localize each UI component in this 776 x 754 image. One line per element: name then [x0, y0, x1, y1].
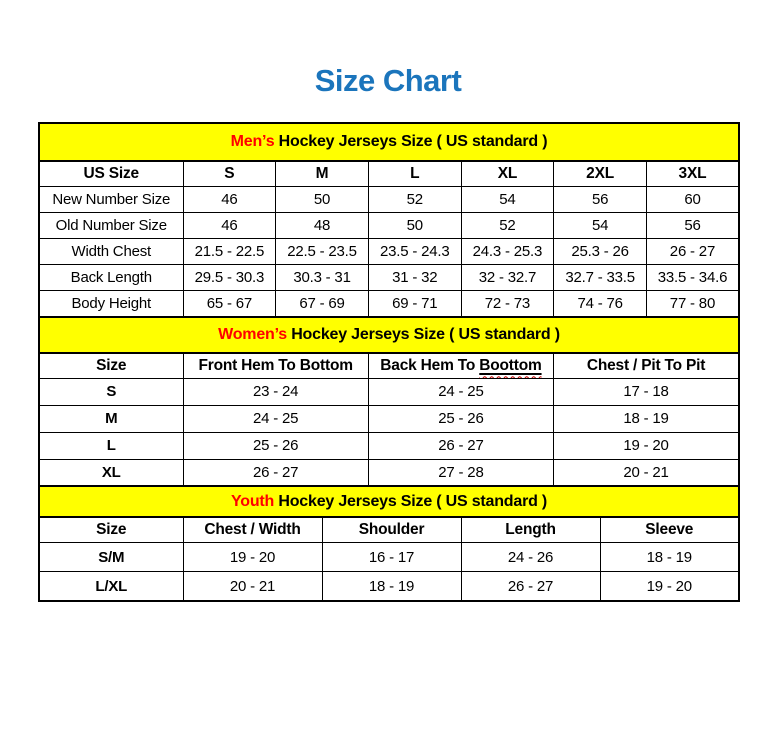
womens-size-table [38, 316, 740, 488]
cell-value: 32 - 32.7 [461, 265, 554, 291]
cell-value: 46 [183, 213, 276, 239]
back-hem-misspelled-word: Boottom [479, 356, 542, 374]
column-header-sleeve: Sleeve [600, 517, 739, 543]
mens-band-highlight: Men’s [230, 133, 275, 150]
cell-value: 26 - 27 [368, 432, 553, 459]
cell-value: 23 - 24 [183, 378, 368, 405]
table-row [39, 239, 739, 265]
cell-value: 46 [183, 187, 276, 213]
cell-value: 48 [276, 213, 369, 239]
cell-value: 26 - 27 [183, 459, 368, 487]
youth-size-table [38, 485, 740, 602]
cell-value: 25 - 26 [368, 405, 553, 432]
mens-section-band [39, 123, 739, 161]
column-header-shoulder: Shoulder [322, 517, 461, 543]
cell-value: 77 - 80 [646, 291, 739, 318]
cell-value: 32.7 - 33.5 [554, 265, 647, 291]
column-header-3xl: 3XL [646, 161, 739, 187]
cell-value: 54 [554, 213, 647, 239]
cell-value: 65 - 67 [183, 291, 276, 318]
cell-value: 67 - 69 [276, 291, 369, 318]
column-header-size: Size [39, 353, 183, 379]
cell-value: 18 - 19 [322, 572, 461, 602]
cell-value: 24.3 - 25.3 [461, 239, 554, 265]
table-row [39, 459, 739, 487]
womens-section-band [39, 317, 739, 353]
table-row [39, 265, 739, 291]
row-label: M [39, 405, 183, 432]
cell-value: 22.5 - 23.5 [276, 239, 369, 265]
cell-value: 24 - 25 [368, 378, 553, 405]
table-row [39, 378, 739, 405]
cell-value: 27 - 28 [368, 459, 553, 487]
cell-value: 20 - 21 [183, 572, 322, 602]
column-header-front-hem: Front Hem To Bottom [183, 353, 368, 379]
column-header-size: Size [39, 517, 183, 543]
table-row [39, 572, 739, 602]
column-header-chest: Chest / Pit To Pit [554, 353, 739, 379]
table-row [39, 213, 739, 239]
cell-value: 31 - 32 [368, 265, 461, 291]
column-header-l: L [368, 161, 461, 187]
row-label: Width Chest [39, 239, 183, 265]
column-header-chest-width: Chest / Width [183, 517, 322, 543]
table-row [39, 187, 739, 213]
youth-section-band [39, 486, 739, 517]
column-header-s: S [183, 161, 276, 187]
back-hem-prefix: Back Hem To [380, 356, 480, 374]
page-title: Size Chart [314, 63, 462, 98]
cell-value: 19 - 20 [600, 572, 739, 602]
table-row [39, 432, 739, 459]
row-label: Back Length [39, 265, 183, 291]
cell-value: 20 - 21 [554, 459, 739, 487]
cell-value: 25.3 - 26 [554, 239, 647, 265]
cell-value: 33.5 - 34.6 [646, 265, 739, 291]
table-row [39, 405, 739, 432]
mens-header-row [39, 161, 739, 187]
cell-value: 56 [646, 213, 739, 239]
cell-value: 30.3 - 31 [276, 265, 369, 291]
row-label: Body Height [39, 291, 183, 318]
cell-value: 18 - 19 [600, 543, 739, 572]
column-header-2xl: 2XL [554, 161, 647, 187]
cell-value: 19 - 20 [554, 432, 739, 459]
cell-value: 24 - 26 [461, 543, 600, 572]
cell-value: 29.5 - 30.3 [183, 265, 276, 291]
size-chart [38, 122, 738, 602]
cell-value: 17 - 18 [554, 378, 739, 405]
cell-value: 21.5 - 22.5 [183, 239, 276, 265]
table-row [39, 543, 739, 572]
column-header-xl: XL [461, 161, 554, 187]
row-label: L/XL [39, 572, 183, 602]
mens-band-rest: Hockey Jerseys Size ( US standard ) [274, 133, 548, 150]
cell-value: 52 [461, 213, 554, 239]
cell-value: 18 - 19 [554, 405, 739, 432]
womens-band-highlight: Women’s [218, 325, 287, 343]
youth-band-rest: Hockey Jerseys Size ( US standard ) [274, 492, 548, 510]
cell-value: 56 [554, 187, 647, 213]
cell-value: 25 - 26 [183, 432, 368, 459]
row-label: S/M [39, 543, 183, 572]
row-label: S [39, 378, 183, 405]
youth-header-row [39, 517, 739, 543]
column-header-length: Length [461, 517, 600, 543]
cell-value: 54 [461, 187, 554, 213]
youth-band-highlight: Youth [230, 492, 275, 510]
row-label: Old Number Size [39, 213, 183, 239]
cell-value: 50 [276, 187, 369, 213]
cell-value: 52 [368, 187, 461, 213]
cell-value: 60 [646, 187, 739, 213]
row-label: XL [39, 459, 183, 487]
row-label: L [39, 432, 183, 459]
cell-value: 50 [368, 213, 461, 239]
cell-value: 24 - 25 [183, 405, 368, 432]
column-header-back-hem [368, 353, 553, 379]
cell-value: 72 - 73 [461, 291, 554, 318]
column-header-us-size: US Size [39, 161, 183, 187]
cell-value: 19 - 20 [183, 543, 322, 572]
column-header-m: M [276, 161, 369, 187]
cell-value: 26 - 27 [646, 239, 739, 265]
womens-band-rest: Hockey Jerseys Size ( US standard ) [286, 325, 560, 343]
cell-value: 26 - 27 [461, 572, 600, 602]
cell-value: 69 - 71 [368, 291, 461, 318]
cell-value: 23.5 - 24.3 [368, 239, 461, 265]
row-label: New Number Size [39, 187, 183, 213]
cell-value: 16 - 17 [322, 543, 461, 572]
mens-size-table [38, 122, 740, 318]
womens-header-row [39, 353, 739, 379]
cell-value: 74 - 76 [554, 291, 647, 318]
table-row [39, 291, 739, 318]
